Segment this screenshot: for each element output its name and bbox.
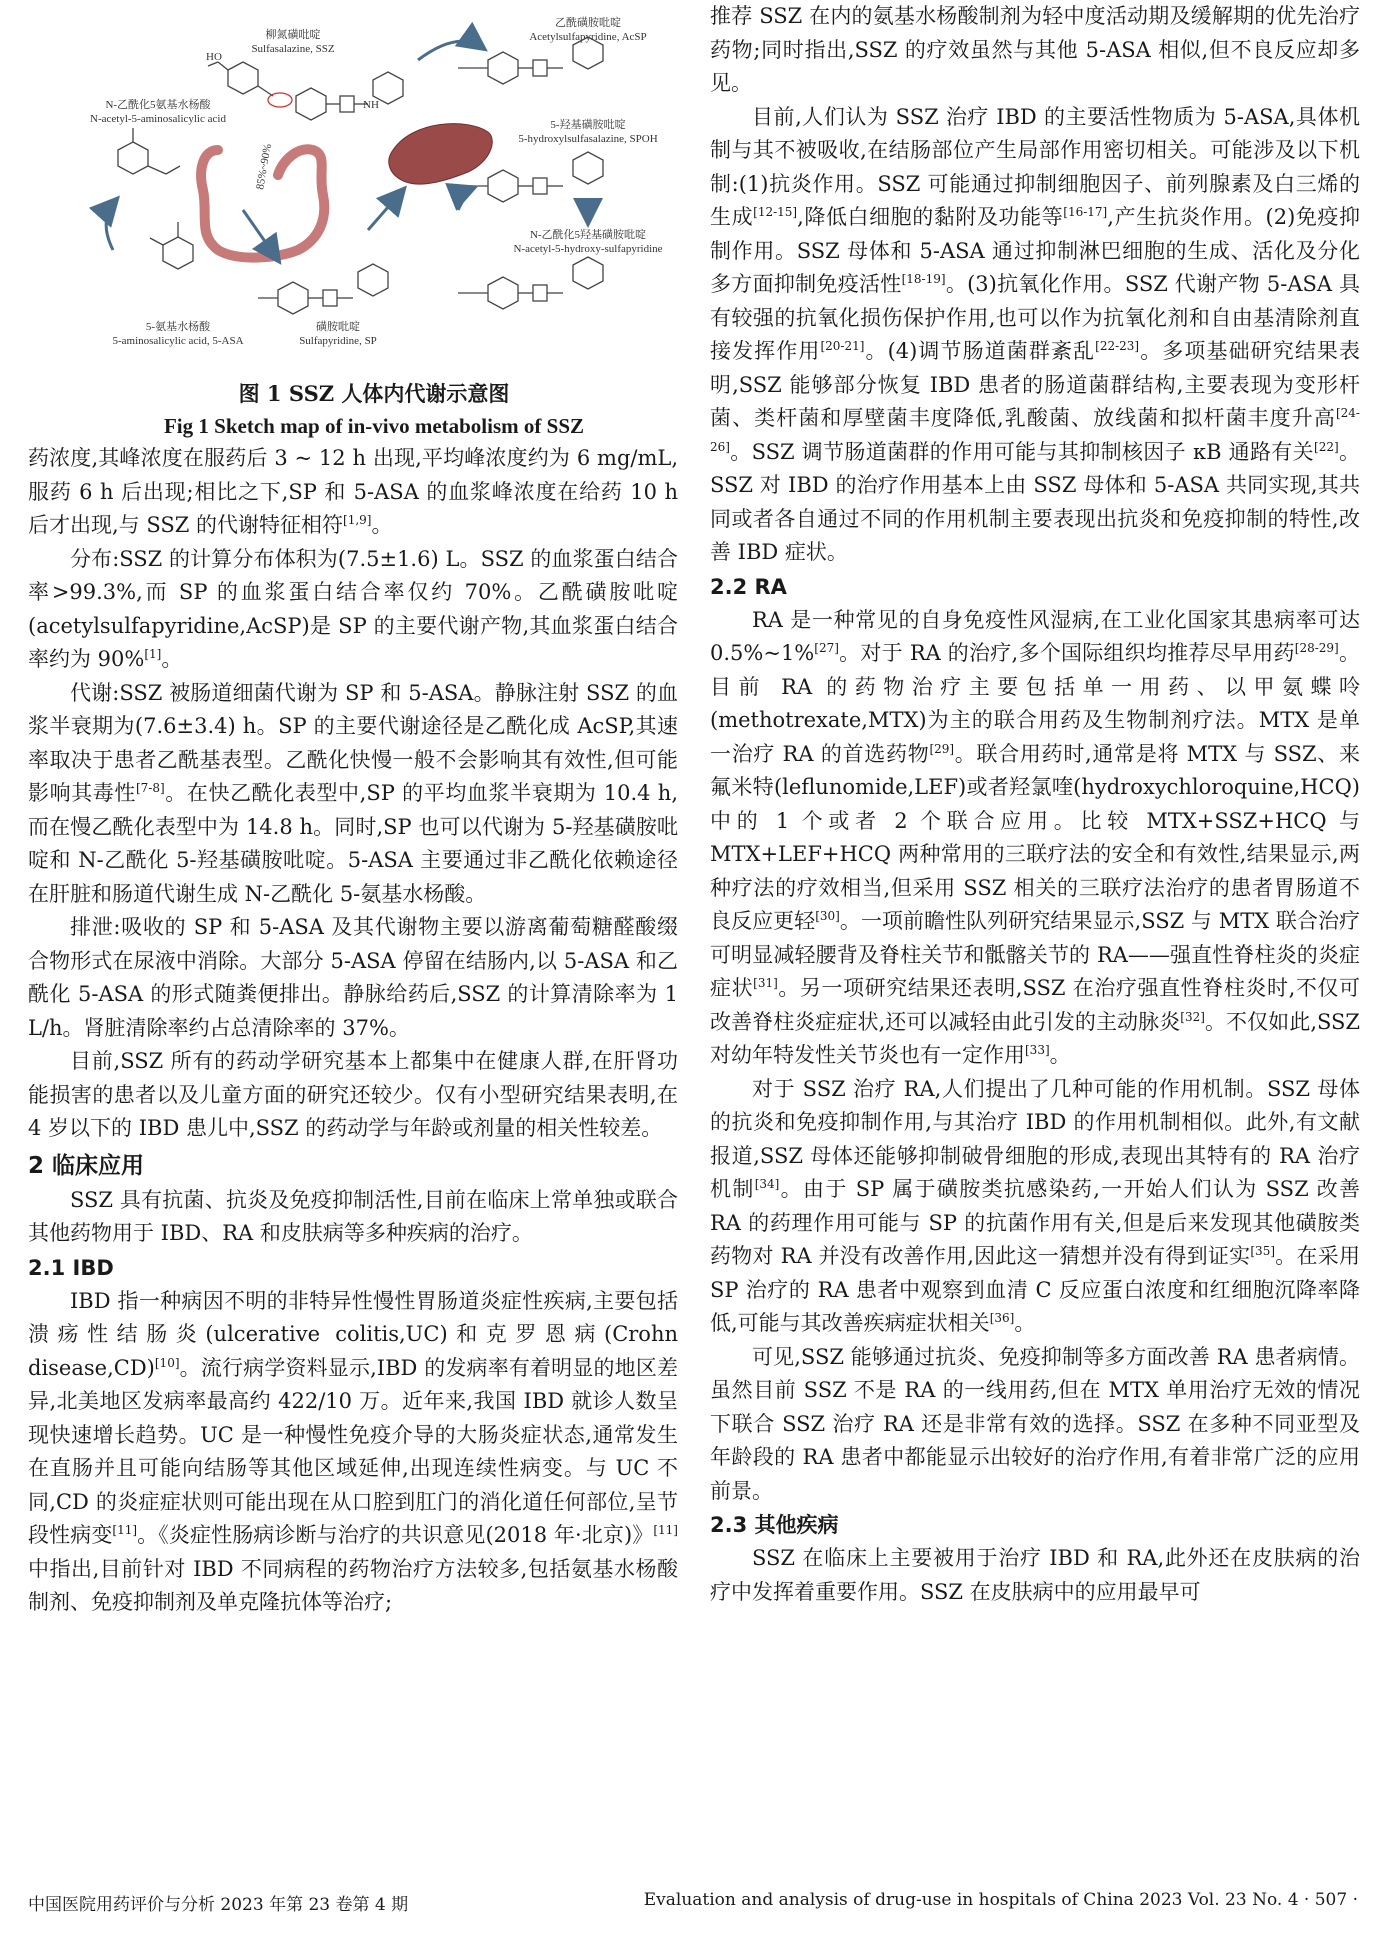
citation[interactable]: [34] bbox=[754, 1177, 780, 1191]
paragraph: RA 是一种常见的自身免疫性风湿病,在工业化国家其患病率可达 0.5%~1%[27]。对于 RA 的治疗,多个国际组织均推荐尽早用药[28-29]。目前 RA 的药物治疗主要包括单一用药、以甲氨蝶呤(methotrexate,MTX)为主的联合用药及生物制剂疗法。MTX 是单一治疗 RA 的首选药物[29]。联合用药时,通常是将 MTX 与 SSZ、来氟米特(leflunomide,LEF)或者羟氯喹(hydroxychloroquine,HCQ)中的 1 个或者 2 个联合应用。比较 MTX+SSZ+HCQ 与 MTX+LEF+HCQ 两种常用的三联疗法的安全和有效性,结果显示,两种疗法的疗效相当,但采用 SSZ 相关的三联疗法治疗的患者胃肠道不良反应更轻[30]。一项前瞻性队列研究结果显示,SSZ 与 MTX 联合治疗可明显减轻腰背及脊柱关节和骶髂关节的 RA——强直性脊柱炎的炎症症状[31]。另一项研究结果还表明,SSZ 在治疗强直性脊柱炎时,不仅可改善脊柱炎症症状,还可以减轻由此引发的主动脉炎[32]。不仅如此,SSZ 对幼年特发性关节炎也有一定作用[33]。 bbox=[710, 607, 1361, 1067]
paragraph: 代谢:SSZ 被肠道细菌代谢为 SP 和 5-ASA。静脉注射 SSZ 的血浆半衰期为(7.6±3.4) h。SP 的主要代谢途径是乙酰化成 AcSP,其速率取决于患者乙酰基表型。乙酰化快慢一般不会影响其有效性,但可能影响其毒性[7-8]。在快乙酰化表型中,SP 的平均血浆半衰期为 10.4 h,而在慢乙酰化表型中为 14.8 h。同时,SP 也可以代谢为 5-羟基磺胺吡啶和 N-乙酰化 5-羟基磺胺吡啶。5-ASA 主要通过非乙酰化依赖途径在肝脏和肠道代谢生成 N-乙酰化 5-氨基水杨酸。 bbox=[28, 680, 679, 906]
left-column bbox=[28, 0, 678, 1620]
subsection-heading: 2.3 其他疾病 bbox=[710, 1513, 839, 1537]
citation[interactable]: [18-19] bbox=[901, 272, 946, 286]
citation[interactable]: [24-26] bbox=[710, 406, 1360, 454]
citation[interactable]: [33] bbox=[1025, 1043, 1050, 1057]
spoh-label-cn: 5-羟基磺胺吡啶 bbox=[550, 119, 626, 131]
paragraph: 可见,SSZ 能够通过抗炎、免疫抑制等多方面改善 RA 患者病情。虽然目前 SSZ 不是 RA 的一线用药,但在 MTX 单用治疗无效的情况下联合 SSZ 治疗 RA 还是非常有效的选择。SSZ 在多种不同亚型及年龄段的 RA 患者中都能显示出较好的治疗作用,有着非常广泛的应用前景。 bbox=[710, 1344, 1360, 1503]
spoh-structure bbox=[468, 152, 603, 202]
right-column bbox=[710, 0, 1360, 1609]
citation[interactable]: [10] bbox=[154, 1355, 180, 1370]
subsection-heading: 2.2 RA bbox=[710, 574, 787, 599]
figure-caption-en: Fig 1 Sketch map of in-vivo metabolism of SSZ bbox=[163, 414, 585, 438]
paragraph: SSZ 在临床上主要被用于治疗 IBD 和 RA,此外还在皮肤病的治疗中发挥着重要作用。SSZ 在皮肤病中的应用最早可 bbox=[710, 1546, 1360, 1604]
figure-caption-cn: 图 1 SSZ 人体内代谢示意图 bbox=[238, 381, 510, 406]
citation[interactable]: [32] bbox=[1180, 1009, 1205, 1024]
citation[interactable]: [27] bbox=[814, 641, 839, 655]
citation[interactable]: [22-23] bbox=[1095, 339, 1140, 353]
citation[interactable]: [35] bbox=[1250, 1244, 1276, 1258]
citation[interactable]: [1,9] bbox=[343, 513, 372, 527]
citation[interactable]: [11] bbox=[653, 1523, 678, 1537]
ssz-label-cn: 柳氮磺吡啶 bbox=[265, 29, 321, 41]
citation[interactable]: [16-17] bbox=[1063, 205, 1108, 219]
svg-text:HO: HO bbox=[206, 51, 222, 63]
paragraph: 推荐 SSZ 在内的氨基水杨酸制剂为轻中度活动期及缓解期的优先治疗药物;同时指出,SSZ 的疗效虽然与其他 5-ASA 相似,但不良反应却多见。 bbox=[710, 4, 1360, 95]
paragraph: 排泄:吸收的 SP 和 5-ASA 及其代谢物主要以游离葡萄糖醛酸缀合物形式在尿液中消除。大部分 5-ASA 停留在结肠内,以 5-ASA 和乙酰化 5-ASA 的形式随粪便排出。静脉给药后,SSZ 的计算清除率为 1 L/h。肾脏清除率约占总清除率的 37%。 bbox=[28, 915, 678, 1040]
sp-label-en: Sulfapyridine, SP bbox=[299, 335, 377, 347]
paragraph: 分布:SSZ 的计算分布体积为(7.5±1.6) L。SSZ 的血浆蛋白结合率>99.3%,而 SP 的血浆蛋白结合率仅约 70%。乙酰磺胺吡啶(acetylsulfapyridine,AcSP)是 SP 的主要代谢产物,其血浆蛋白结合率约为 90%[1]。 bbox=[28, 546, 678, 671]
citation[interactable]: [28-29] bbox=[1294, 641, 1339, 655]
acsp-label-cn: 乙酰磺胺吡啶 bbox=[555, 17, 621, 29]
paragraph: 药浓度,其峰浓度在服药后 3 ~ 12 h 出现,平均峰浓度约为 6 mg/mL,服药 6 h 后出现;相比之下,SP 和 5-ASA 的血浆峰浓度在给药 10 h 后才出现,与 SSZ 的代谢特征相符[1,9]。 bbox=[28, 446, 678, 537]
n-ac-5asa-label-cn: N-乙酰化5氨基水杨酸 bbox=[105, 99, 211, 111]
svg-text:NH: NH bbox=[363, 99, 379, 111]
paragraph: 对于 SSZ 治疗 RA,人们提出了几种可能的作用机制。SSZ 母体的抗炎和免疫抑制作用,与其治疗 IBD 的作用机制相似。此外,有文献报道,SSZ 母体还能够抑制破骨细胞的形成,表现出其特有的 RA 治疗机制[34]。由于 SP 属于磺胺类抗感染药,一开始人们认为 SSZ 改善 RA 的药理作用可能与 SP 的抗菌作用有关,但是后来发现其他磺胺类药物对 RA 并没有改善作用,因此这一猜想并没有得到证实[35]。在采用 SP 治疗的 RA 患者中观察到血清 C 反应蛋白浓度和红细胞沉降率降低,可能与其改善疾病症状相关[36]。 bbox=[710, 1076, 1361, 1335]
section-heading: 2 临床应用 bbox=[28, 1152, 145, 1179]
citation[interactable]: [20-21] bbox=[820, 339, 865, 353]
citation[interactable]: [31] bbox=[753, 976, 778, 990]
liver-illustration bbox=[389, 124, 492, 184]
n-ac-spoh-label-cn: N-乙酰化5羟基磺胺吡啶 bbox=[529, 229, 647, 241]
citation[interactable]: [11] bbox=[112, 1523, 138, 1537]
acsp-structure bbox=[458, 37, 603, 84]
metabolism-figure bbox=[28, 0, 678, 378]
acsp-label-en: Acetylsulfapyridine, AcSP bbox=[529, 31, 647, 43]
journal-name-en: Evaluation and analysis of drug-use in hospitals of China 2023 Vol. 23 No. 4 · 507 · bbox=[643, 1890, 1358, 1910]
5asa-label-cn: 5-氨基水杨酸 bbox=[145, 321, 211, 333]
n-ac-spoh-structure bbox=[458, 257, 603, 309]
citation[interactable]: [7-8] bbox=[136, 781, 165, 795]
sp-structure bbox=[258, 264, 388, 314]
5asa-structure bbox=[150, 222, 193, 269]
paragraph: 目前,SSZ 所有的药动学研究基本上都集中在健康人群,在肝肾功能损害的患者以及儿童方面的研究还较少。仅有小型研究结果表明,在 4 岁以下的 IBD 患儿中,SSZ 的药动学与年龄或剂量的相关性较差。 bbox=[28, 1049, 678, 1140]
paragraph: 目前,人们认为 SSZ 治疗 IBD 的主要活性物质为 5-ASA,具体机制与其不被吸收,在结肠部位产生局部作用密切相关。可能涉及以下机制:(1)抗炎作用。SSZ 可能通过抑制细胞因子、前列腺素及白三烯的生成[12-15],降低白细胞的黏附及功能等[16-17],产生抗炎作用。(2)免疫抑制作用。SSZ 母体和 5-ASA 通过抑制淋巴细胞的生成、活化及分化多方面抑制免疫活性[18-19]。(3)抗氧化作用。SSZ 代谢产物 5-ASA 具有较强的抗氧化损伤保护作用,也可以作为抗氧化剂和自由基清除剂直接发挥作用[20-21]。(4)调节肠道菌群紊乱[22-23]。多项基础研究结果表明,SSZ 能够部分恢复 IBD 患者的肠道菌群结构,主要表现为变形杆菌、类杆菌和厚壁菌丰度降低,乳酸菌、放线菌和拟杆菌丰度升高[24-26]。SSZ 调节肠道菌群的作用可能与其抑制核因子 κB 通路有关[22]。SSZ 对 IBD 的治疗作用基本上由 SSZ 母体和 5-ASA 共同实现,其共同或者各自通过不同的作用机制主要表现出抗炎和免疫抑制的特性,改善 IBD 症状。 bbox=[710, 104, 1361, 564]
n-ac-5asa-structure bbox=[118, 128, 180, 174]
metabolism-diagram bbox=[28, 0, 678, 378]
ssz-structure bbox=[208, 62, 403, 120]
citation[interactable]: [30] bbox=[815, 909, 840, 923]
subsection-heading: 2.1 IBD bbox=[28, 1255, 114, 1280]
5asa-label-en: 5-aminosalicylic acid, 5-ASA bbox=[112, 335, 244, 347]
ssz-label-en: Sulfasalazine, SSZ bbox=[251, 43, 335, 55]
citation[interactable]: [36] bbox=[989, 1311, 1015, 1325]
pct-label: 85%~90% bbox=[254, 142, 274, 191]
n-ac-5asa-label-en: N-acetyl-5-aminosalicylic acid bbox=[90, 113, 226, 125]
citation[interactable]: [29] bbox=[929, 741, 955, 756]
n-ac-spoh-label-en: N-acetyl-5-hydroxy-sulfapyridine bbox=[513, 243, 663, 255]
citation[interactable]: [12-15] bbox=[753, 205, 798, 219]
citation[interactable]: [22] bbox=[1314, 439, 1339, 454]
journal-name-cn: 中国医院用药评价与分析 2023 年第 23 卷第 4 期 bbox=[28, 1895, 409, 1915]
sp-label-cn: 磺胺吡啶 bbox=[316, 321, 360, 333]
spoh-label-en: 5-hydroxylsulfasalazine, SPOH bbox=[518, 133, 658, 145]
citation[interactable]: [1] bbox=[144, 647, 162, 661]
paragraph: IBD 指一种病因不明的非特异性慢性胃肠道炎症性疾病,主要包括溃疡性结肠炎(ulcerative colitis,UC)和克罗恩病(Crohn disease,CD)[10]。流行病学资料显示,IBD 的发病率有着明显的地区差异,北美地区发病率最高约 422/10 万。近年来,我国 IBD 就诊人数呈现快速增长趋势。UC 是一种慢性免疫介导的大肠炎症状态,通常发生在直肠并且可能向结肠等其他区域延伸,出现连续性病变。与 UC 不同,CD 的炎症症状则可能出现在从口腔到肛门的消化道任何部位,呈节段性病变[11]。《炎症性肠病诊断与治疗的共识意见(2018 年·北京)》[11]中指出,目前针对 IBD 不同病程的药物治疗方法较多,包括氨基水杨酸制剂、免疫抑制剂及单克隆抗体等治疗; bbox=[28, 1288, 678, 1614]
paragraph: SSZ 具有抗菌、抗炎及免疫抑制活性,目前在临床上常单独或联合其他药物用于 IBD、RA 和皮肤病等多种疾病的治疗。 bbox=[28, 1187, 678, 1245]
